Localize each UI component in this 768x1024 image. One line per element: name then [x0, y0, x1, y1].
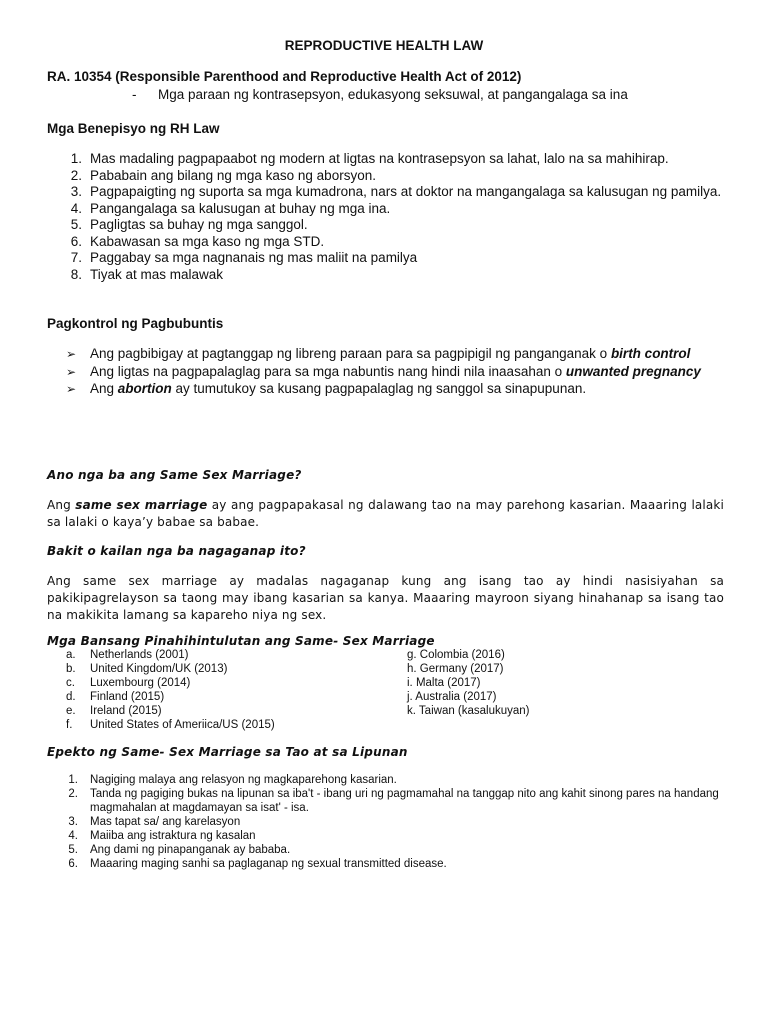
item-letter: a. — [66, 649, 76, 661]
arrow-bullet-icon: ➢ — [66, 382, 77, 396]
item-text: Tanda ng pagiging bukas na lipunan sa iba't - ibang uri ng pagmamahal na tanggap nito ang kahit sinong pares na handang magmahalan at magdamayan sa isat' - isa. — [90, 788, 719, 814]
item-letter: d. — [66, 691, 76, 703]
list-item: i. Malta (2017) — [407, 677, 481, 689]
item-number: 3. — [68, 816, 78, 828]
list-item — [62, 168, 724, 185]
item-emphasis: unwanted pregnancy — [565, 363, 701, 379]
list-item — [66, 773, 726, 787]
item-text: Pagligtas sa buhay ng mga sanggol. — [90, 217, 308, 232]
item-letter: c. — [66, 677, 75, 689]
effects-heading: Epekto ng Same- Sex Marriage sa Tao at sa Lipunan — [47, 745, 408, 759]
ssm-definition-paragraph — [47, 497, 724, 531]
arrow-bullet-icon: ➢ — [66, 347, 77, 361]
page-title: REPRODUCTIVE HEALTH LAW — [284, 38, 484, 53]
control-list — [66, 346, 724, 399]
list-item — [66, 857, 726, 871]
list-item — [66, 787, 726, 815]
item-text: Ang dami ng pinapanganak ay bababa. — [90, 844, 291, 856]
item-text: Pababain ang bilang ng mga kaso ng aborsyon. — [90, 167, 376, 183]
ra-subtitle-dash: - — [132, 87, 137, 102]
ra-subtitle-text: Mga paraan ng kontrasepsyon, edukasyong seksuwal, at pangangalaga sa ina — [158, 87, 628, 102]
item-text: Mas madaling pagpapaabot ng modern at ligtas na kontrasepsyon sa lahat, lalo na sa mahihirap. — [90, 151, 669, 166]
ssm-why-heading: Bakit o kailan nga ba nagaganap ito? — [47, 544, 306, 558]
list-item: h. Germany (2017) — [407, 663, 504, 675]
list-item — [62, 184, 724, 201]
list-item — [66, 364, 724, 381]
item-text: Kabawasan sa mga kaso ng mga STD. — [90, 233, 325, 249]
list-item — [62, 201, 724, 218]
item-text: Ang — [90, 381, 118, 396]
item-number: 5. — [70, 217, 82, 232]
item-text: Ireland (2015) — [90, 705, 162, 717]
item-emphasis: abortion — [117, 381, 172, 396]
list-item — [66, 346, 724, 363]
item-number: 2. — [68, 788, 78, 800]
list-item — [66, 843, 726, 857]
item-number: 5. — [68, 844, 78, 856]
item-letter: f. — [66, 719, 73, 731]
list-item: j. Australia (2017) — [407, 691, 497, 703]
paragraph-text: Ang — [47, 498, 76, 512]
list-item — [62, 250, 724, 267]
benefits-list — [62, 151, 724, 283]
item-number: 2. — [70, 167, 82, 183]
item-text: Pangangalaga sa kalusugan at buhay ng mga ina. — [90, 200, 391, 216]
ra-heading: RA. 10354 (Responsible Parenthood and Reproductive Health Act of 2012) — [47, 69, 522, 84]
benefits-heading: Mga Benepisyo ng RH Law — [47, 121, 220, 136]
item-text: Tiyak at mas malawak — [90, 266, 224, 282]
item-number: 1. — [70, 151, 82, 166]
ssm-question-heading: Ano nga ba ang Same Sex Marriage? — [47, 468, 302, 482]
paragraph-text-after: ay ang pagpapakasal ng dalawang tao na may parehong kasarian. Maaaring lalaki sa lalaki o kaya’y babae sa babae. — [47, 498, 724, 529]
item-number: 1. — [68, 774, 78, 786]
item-text: Mas tapat sa/ ang karelasyon — [90, 816, 241, 828]
countries-heading: Mga Bansang Pinahihintulutan ang Same- Sex Marriage — [47, 634, 435, 648]
list-item — [66, 381, 724, 398]
item-emphasis: birth control — [610, 346, 691, 361]
countries-right-column — [407, 648, 530, 718]
item-text: Maiiba ang istraktura ng kasalan — [90, 830, 256, 842]
item-text: Pagpapaigting ng suporta sa mga kumadrona, nars at doktor na mangangalaga sa kalusugan ng pamilya. — [90, 184, 722, 199]
item-number: 8. — [70, 266, 82, 282]
item-text: Paggabay sa mga nagnanais ng mas maliit na pamilya — [90, 250, 418, 265]
list-item — [62, 151, 724, 168]
list-item — [66, 829, 726, 843]
item-text: Ang ligtas na pagpapalaglag para sa mga nabuntis nang hindi nila inaasahan o — [90, 363, 566, 379]
item-number: 4. — [70, 200, 82, 216]
item-text: Ang pagbibigay at pagtanggap ng libreng paraan para sa pagpipigil ng panganganak o — [90, 346, 611, 361]
item-number: 6. — [68, 858, 78, 870]
list-item — [66, 815, 726, 829]
item-number: 4. — [68, 830, 78, 842]
arrow-bullet-icon: ➢ — [66, 364, 77, 379]
item-text: Maaaring maging sanhi sa paglaganap ng sexual transmitted disease. — [90, 858, 447, 870]
ssm-why-paragraph: Ang same sex marriage ay madalas nagaganap kung ang isang tao ay hindi nasisiyahan sa pakikipagrelayson sa taong may ibang kasarian sa kanya. Maaaring mayroon siyang hinahanap sa isang tao na makikita lamang sa kapareho niya ng sex. — [47, 574, 724, 622]
control-heading: Pagkontrol ng Pagbubuntis — [47, 316, 224, 331]
list-item: g. Colombia (2016) — [407, 649, 505, 661]
list-item — [62, 234, 724, 251]
effects-list — [66, 773, 726, 871]
item-text: Nagiging malaya ang relasyon ng magkaparehong kasarian. — [90, 774, 397, 786]
item-text: Finland (2015) — [90, 691, 165, 703]
item-text: United Kingdom/UK (2013) — [90, 663, 228, 675]
item-number: 7. — [70, 250, 82, 265]
item-text: United States of Ameriica/US (2015) — [90, 719, 275, 731]
paragraph-emphasis: same sex marriage — [75, 498, 208, 512]
item-text: Luxembourg (2014) — [90, 677, 191, 689]
list-item — [62, 267, 724, 284]
item-letter: b. — [66, 663, 76, 675]
item-text-after: ay tumutukoy sa kusang pagpapalaglag ng sanggol sa sinapupunan. — [171, 381, 587, 396]
item-text: Netherlands (2001) — [90, 649, 189, 661]
item-number: 3. — [70, 184, 82, 199]
list-item — [62, 217, 724, 234]
item-number: 6. — [70, 233, 82, 249]
item-letter: e. — [66, 705, 76, 717]
list-item: k. Taiwan (kasalukuyan) — [407, 705, 530, 717]
